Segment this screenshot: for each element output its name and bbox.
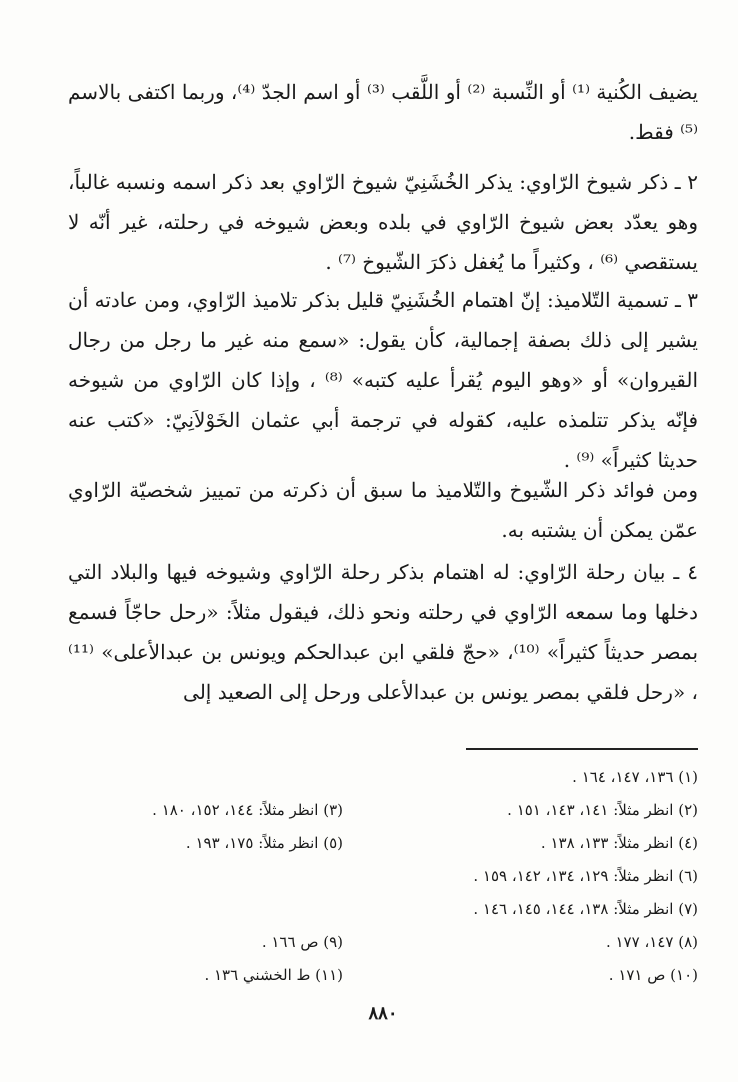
footnote-divider (466, 748, 698, 750)
paragraph-1: يضيف الكُنية ⁽¹⁾ أو النِّسبة ⁽²⁾ أو اللَّقب ⁽³⁾ أو اسم الجدّ ⁽⁴⁾، وربما اكتفى بالاسم ⁽⁵⁾ فقط. (68, 80, 699, 144)
book-page (68, 0, 698, 1082)
footnote-2: (٢) انظر مثلاً: ١٤١، ١٤٣، ١٥١ . (507, 801, 698, 819)
footnote-3: (٣) انظر مثلاً: ١٤٤، ١٥٢، ١٨٠ . (152, 801, 343, 819)
footnote-4: (٤) انظر مثلاً: ١٣٣، ١٣٨ . (540, 834, 698, 852)
paragraph-2: ٢ ـ ذكر شيوخ الرّاوي: يذكر الخُشَنِيّ شيوخ الرّاوي بعد ذكر اسمه ونسبه غالباً، وهو يعدّد بعض شيوخ الرّاوي في بلده وبعض شيوخه في رحلته، غير أنّه لا يستقصي ⁽⁶⁾ ، وكثيراً ما يُغفل ذكرَ الشّيوخ ⁽⁷⁾ . (68, 170, 698, 274)
footnote-8: (٨) ١٤٧، ١٧٧ . (605, 933, 698, 951)
footnote-9: (٩) ص ١٦٦ . (261, 933, 343, 951)
footnote-5: (٥) انظر مثلاً: ١٧٥، ١٩٣ . (185, 834, 343, 852)
paragraph-3: ٣ ـ تسمية التّلاميذ: إنّ اهتمام الخُشَنِيّ قليل بذكر تلاميذ الرّاوي، ومن عادته أن يشير إلى ذلك بصفة إجمالية، كأن يقول: «سمع منه غير ما رجل من رجال القيروان» أو «وهو اليوم يُقرأ عليه كتبه» ⁽⁸⁾ ، وإذا كان الرّاوي من شيوخه فإنّه يذكر تتلمذه عليه، كقوله في ترجمة أبي عثمان الخَوْلاَنِيّ: «كتب عنه حديثا كثيراً» ⁽⁹⁾ . (68, 288, 698, 472)
paragraph-5: ٤ ـ بيان رحلة الرّاوي: له اهتمام بذكر رحلة الرّاوي وشيوخه فيها والبلاد التي دخلها وما سمعه الرّاوي في رحلته ونحو ذلك، فيقول مثلاً: «رحل حاجّاً فسمع بمصر حديثاً كثيراً» ⁽¹⁰⁾، «حجّ فلقي ابن عبدالحكم ويونس بن عبدالأعلى» ⁽¹¹⁾ ، «رحل فلقي بمصر يونس بن عبدالأعلى ورحل إلى الصعيد إلى (68, 560, 699, 704)
page-number: ٨٨٠ (368, 1003, 398, 1024)
footnote-11: (١١) ط الخشني ١٣٦ . (204, 966, 343, 984)
footnote-10: (١٠) ص ١٧١ . (608, 966, 698, 984)
paragraph-4: ومن فوائد ذكر الشّيوخ والتّلاميذ ما سبق أن ذكرته من تمييز شخصيّة الرّاوي عمّن يمكن أن يشتبه به. (68, 478, 698, 542)
footnote-1: (١) ١٣٦، ١٤٧، ١٦٤ . (572, 768, 698, 786)
footnote-7: (٧) انظر مثلاً: ١٣٨، ١٤٤، ١٤٥، ١٤٦ . (473, 900, 698, 918)
footnote-6: (٦) انظر مثلاً: ١٢٩، ١٣٤، ١٤٢، ١٥٩ . (473, 867, 698, 885)
